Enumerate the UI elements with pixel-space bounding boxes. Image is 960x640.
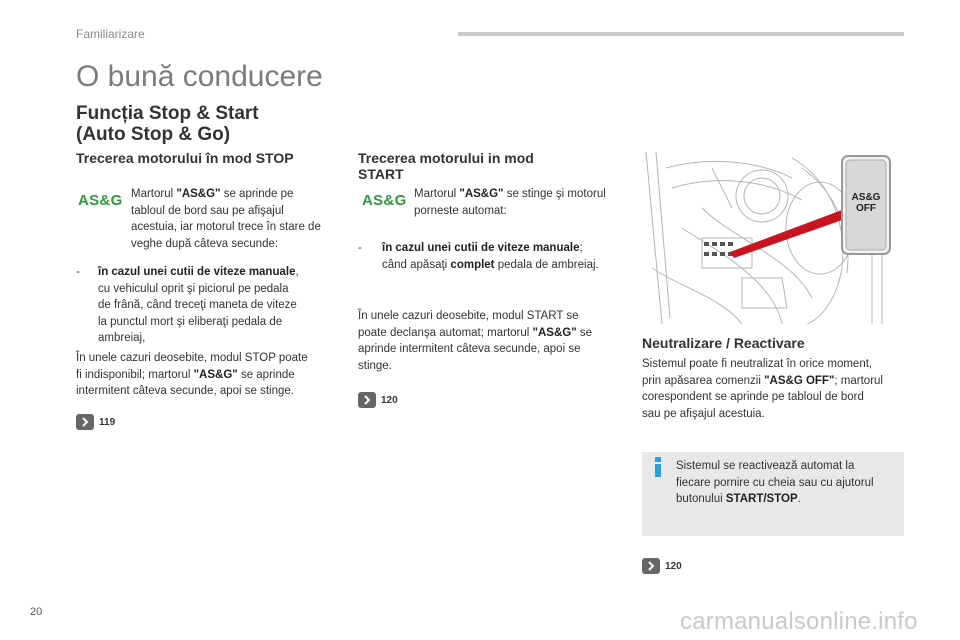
page-ref-120-b[interactable] — [642, 558, 682, 574]
page-ref-119[interactable] — [76, 414, 115, 430]
stop-bullet-line5: ambreiaj, — [98, 332, 146, 344]
info-pre: butonului — [676, 493, 726, 505]
asg-indicator-icon: AS&G — [78, 192, 123, 209]
start-note-pre: poate declanşa automat; martorul — [358, 326, 533, 339]
watermark: carmanualsonline.info — [680, 608, 918, 635]
page-ref-120[interactable] — [358, 392, 398, 408]
start-intro-post: se stinge şi motorul — [503, 188, 606, 200]
start-bullet-bold: în cazul unei cutii de viteze manuale — [382, 242, 580, 254]
stop-mode-heading: Trecerea motorului în mod STOP — [76, 150, 294, 166]
start-note-post: se — [576, 326, 593, 339]
page-ref-number: 120 — [381, 394, 398, 406]
neutralize-line1: Sistemul poate fi neutralizat în orice moment, — [642, 358, 873, 370]
stop-bullet-line4: la punctul mort şi eliberaţi pedala de — [98, 315, 283, 328]
page-ref-number: 119 — [99, 416, 116, 428]
stop-bullet-bold: în cazul unei cutii de viteze manuale — [98, 266, 296, 278]
stop-note-pre: fi indisponibil; martorul — [76, 368, 194, 381]
info-line2: fiecare pornire cu cheia sau cu ajutorul — [676, 476, 874, 489]
stop-bullet-line2: cu vehiculul oprit şi piciorul pe pedala — [98, 282, 289, 295]
header-divider — [458, 32, 904, 36]
stop-intro-pre: Martorul — [131, 188, 177, 200]
neutralize-pre: prin apăsarea comenzii — [642, 374, 765, 387]
start-bullet-post: ; — [579, 242, 583, 254]
start-bullet-pre: când apăsaţi — [382, 258, 451, 271]
neutralize-text — [642, 356, 907, 422]
info-post: . — [797, 493, 801, 505]
info-icon — [652, 457, 664, 477]
section-label: Familiarizare — [76, 27, 145, 41]
main-heading-line2: (Auto Stop & Go) — [76, 124, 231, 145]
start-bullet — [358, 240, 628, 273]
stop-intro-post: se aprinde pe — [220, 188, 294, 200]
stop-intro-line3: acestuia, iar motorul trece în stare de — [131, 221, 321, 233]
neutralize-line3: corespondent se aprinde pe tabloul de bord — [642, 391, 864, 403]
neutralize-post: ; martorul — [834, 374, 883, 387]
dashboard-drawing — [642, 148, 904, 324]
start-bullet-bold2: complet — [450, 258, 495, 271]
start-note-bold: "AS&G" — [532, 326, 577, 339]
stop-note-line1: În unele cazuri deosebite, modul STOP poate — [76, 352, 308, 364]
stop-note-line3: intermitent câteva secunde, apoi se stinge. — [76, 385, 294, 397]
asg-off-label-line1: AS&G — [851, 192, 881, 203]
stop-bullet-post: , — [295, 266, 299, 278]
start-intro-bold: "AS&G" — [459, 188, 504, 200]
stop-note-post: se aprinde — [237, 368, 295, 381]
stop-intro-line2: tabloul de bord sau pe afişajul — [131, 204, 284, 217]
stop-intro-text — [131, 186, 341, 252]
bullet-dash: - — [358, 242, 362, 254]
page-ref-number: 120 — [665, 560, 682, 572]
info-line1: Sistemul se reactivează automat la — [676, 460, 855, 472]
stop-bullet — [76, 264, 336, 347]
asg-off-label-line2: OFF — [856, 203, 876, 214]
info-text — [676, 458, 896, 508]
start-bullet-post2: pedala de ambreiaj. — [494, 258, 599, 271]
stop-intro-line4: veghe după câteva secunde: — [131, 237, 279, 250]
neutralize-bold: "AS&G OFF" — [764, 374, 835, 387]
neutralize-heading: Neutralizare / Reactivare — [642, 335, 805, 351]
main-heading — [76, 103, 259, 145]
chevron-right-icon — [642, 558, 660, 574]
stop-intro-bold: "AS&G" — [176, 188, 221, 200]
start-intro-pre: Martorul — [414, 188, 460, 200]
main-heading-line1: Funcția Stop & Start — [76, 103, 259, 124]
chevron-right-icon — [76, 414, 94, 430]
start-note-line4: stinge. — [358, 359, 392, 372]
page-number: 20 — [30, 606, 43, 618]
asg-off-button[interactable] — [846, 192, 886, 214]
stop-bullet-line3: de frână, când treceţi maneta de viteze — [98, 299, 297, 311]
dashboard-illustration — [642, 148, 904, 324]
start-heading-line2: START — [358, 166, 404, 182]
start-note — [358, 308, 628, 374]
start-intro-line2: porneste automat: — [414, 204, 507, 217]
bullet-dash: - — [76, 266, 80, 278]
start-mode-heading — [358, 150, 534, 182]
chevron-right-icon — [358, 392, 376, 408]
start-intro-text — [414, 186, 629, 219]
asg-indicator-icon: AS&G — [362, 192, 407, 209]
start-heading-line1: Trecerea motorului in mod — [358, 150, 534, 166]
page-title: O bună conducere — [76, 60, 323, 93]
stop-note-bold: "AS&G" — [193, 368, 238, 381]
info-bold: START/STOP — [725, 493, 798, 505]
start-note-line3: aprinde intermitent câteva secunde, apoi se — [358, 343, 581, 355]
neutralize-line4: sau pe afişajul acestuia. — [642, 407, 765, 420]
start-note-line1: În unele cazuri deosebite, modul START se — [358, 310, 579, 322]
stop-note — [76, 350, 346, 400]
